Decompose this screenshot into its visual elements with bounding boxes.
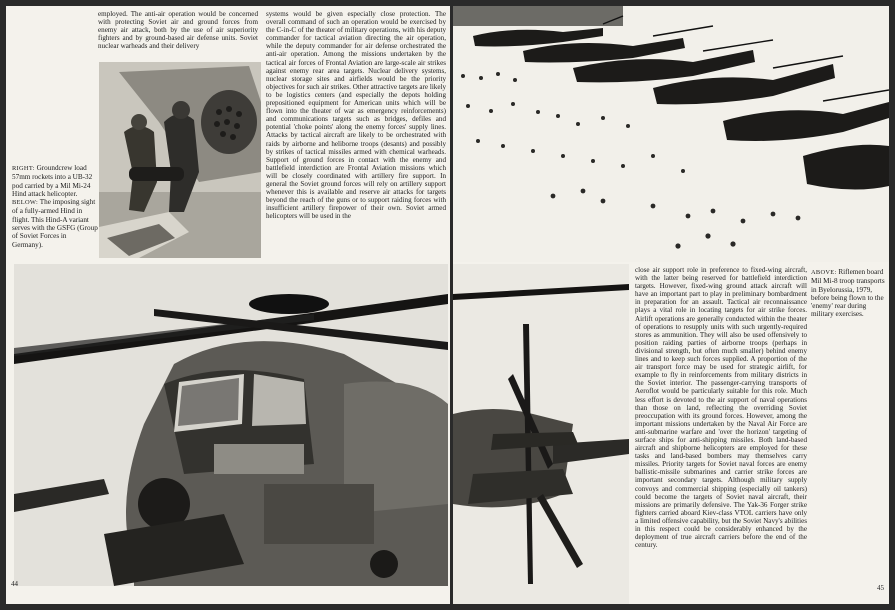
right-col-text: close air support role in preference to fixed-wing aircraft, with the latter being reserved for battlefield interdiction targets. However, fixed-wing ground attack aircraft will have an important part to play in preliminary bombardment in preparation for an assault. Tactical air reconnaissance plays a vital role in locating targets for air strike forces. Airlift operations are generally conducted within the theater of operations to resupply units with such urgently-required stores as ammunition. They will also be used offensively to position raiding parties of airborne troops (perhaps in divisional strength, but often much smaller) behind enemy lines and to keep such forces supplied. A proportion of the air transport force may be used for strategic airlift, for example to fly in reinforcements from military districts in the Soviet interior. The passenger-carrying transports of Aeroflot would be particularly suitable for this role. Much less effort is devoted to the air support of naval operations than those on land, reflecting the overriding Soviet preoccupation with its ground forces. However, among the important missions undertaken by the Naval Air Force are anti-submarine warfare and 'over the horizon' targeting of surface ships for anti-shipping missiles. Both land-based aircraft and shipborne helicopters are employed for these tasks and land-based bombers may themselves carry missiles. Priority targets for Soviet naval forces are enemy ballistic-missile submarines and carrier strike forces are important secondary targets. Although military supply convoys and commercial shipping (especially oil tankers) could become the targets of Soviet naval aircraft, their missions are primarily defensive. The Yak-36 Forger strike fighters carried aboard Kiev-class VTOL carriers have only a limited offensive capability, but the Soviet Navy's abilities in this respect could be considerably enhanced by the deployment of true aircraft carriers before the end of the century. — [635, 266, 807, 550]
troop-transport-photo — [453, 6, 889, 262]
left-page-number: 44 — [11, 580, 18, 588]
caption-above-label: ABOVE: — [811, 269, 837, 276]
hind-side-photo — [453, 264, 629, 604]
hind-in-flight-photo — [14, 264, 448, 586]
left-col2-text: systems would be given especially close protection. The overall command of such an operation would be exercised by the C-in-C of the theater of military operations, with his deputy commander for tactical aviation directing the air operation, while the deputy commander for air defense orchestrated the anti-air operation. Among the missions undertaken by the tactical air forces of Frontal Aviation are large-scale air strikes against enemy rear area targets. Nuclear delivery systems, nuclear storage sites and airfields would be the priority objectives for such air strikes. Other attractive targets are likely to be logistics centers (and especially the depots holding prepositioned equipment for American units which will be flown into the theater of war as emergency reinforcements) and communications targets such as bridges, defiles and potential 'choke points' along the enemy forces' supply lines. Attacks by tactical aircraft are likely to be orchestrated with raids by airborne and heliborne troops (desants) and possibly by strikes of tactical missiles armed with chemical warheads. Support of ground forces in contact with the enemy and battlefield interdiction are Frontal Aviation missions which will be closely coordinated with artillery fire support. In general the Soviet ground forces will rely on artillery support whenever this is available and reserve air attacks for targets beyond the reach of the guns or to support raiding forces with insufficient artillery firepower of their own. Soviet armed helicopters will be used in the — [266, 10, 446, 221]
left-col1-text: employed. The anti-air operation would be concerned with protecting Soviet air and ground forces from enemy air attack, both by the use of air superiority fighters and by ground-based air defense units. Soviet nuclear warheads and their delivery — [98, 10, 258, 51]
caption-right-label: RIGHT: — [12, 165, 35, 172]
groundcrew-photo — [99, 62, 261, 258]
right-page — [453, 6, 889, 604]
left-page — [6, 6, 450, 604]
caption-right-text: Groundcrew load 57mm rockets into a UB-32 pod carried by a Mil Mi-24 Hind attack helicopter. — [12, 164, 93, 198]
right-page-number: 45 — [877, 584, 884, 592]
caption-above-text: Riflemen board Mil Mi-8 troop transports in Byelorussia, 1979, before being flown to the 'enemy' rear during military exercises. — [811, 268, 885, 319]
caption-right — [12, 164, 98, 264]
caption-below-text: The imposing sight of a fully-armed Hind in flight. This Hind-A variant serves with the GSFG (Group of Soviet Forces in Germany). — [12, 198, 98, 249]
caption-below-label: BELOW: — [12, 199, 39, 207]
caption-above — [811, 268, 887, 338]
